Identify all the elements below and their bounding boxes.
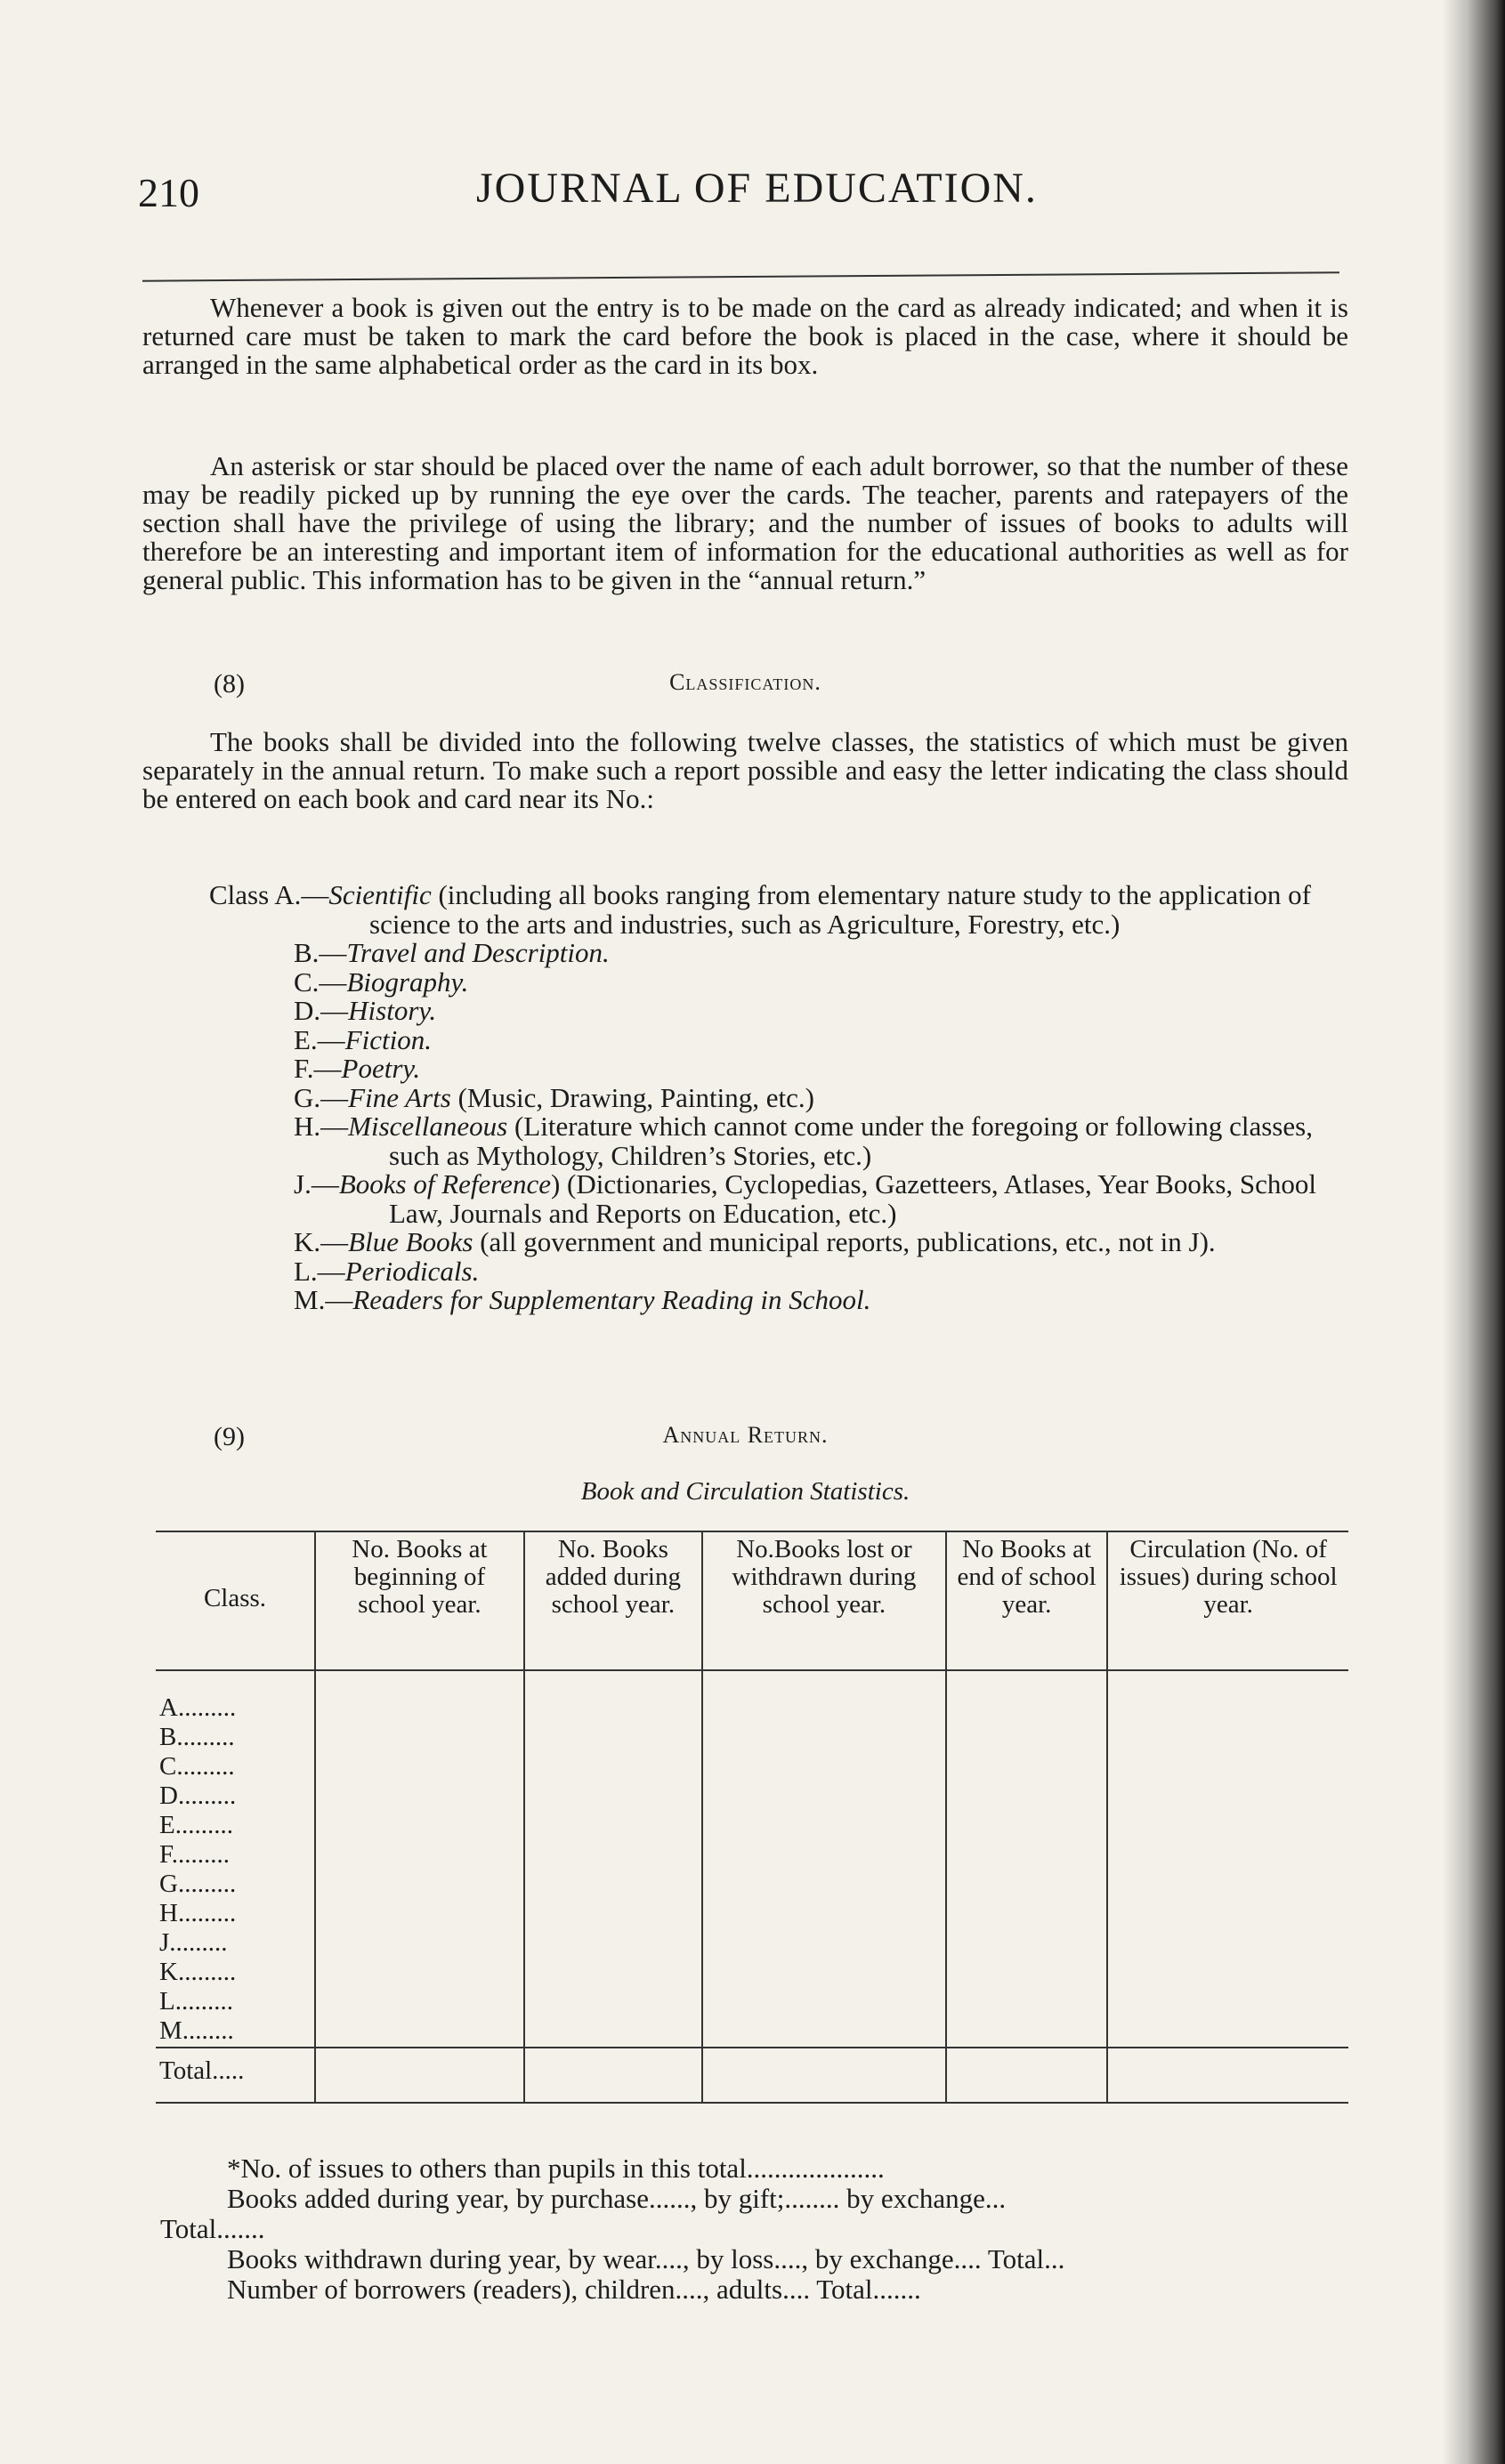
class-prefix: B.— xyxy=(294,937,347,968)
table-row xyxy=(156,1900,1348,1929)
table-caption: Book and Circulation Statistics. xyxy=(580,1477,910,1506)
running-title: JOURNAL OF EDUCATION. xyxy=(476,165,1038,212)
section-number: (9) xyxy=(214,1422,245,1451)
column-header-books-beginning: No. Books at beginning of school year. xyxy=(315,1531,524,1670)
section-8-heading xyxy=(142,669,1348,705)
class-description: ) (Dictionaries, Cyclopedias, Gazetteers, Atlases, Year Books, School Law, Journals and Reports on Education, etc.) xyxy=(389,1168,1317,1229)
row-label: J......... xyxy=(159,1928,228,1957)
class-name: Travel and Description. xyxy=(346,937,610,968)
table-row xyxy=(156,1724,1348,1753)
paragraph-card-entry: Whenever a book is given out the entry is to be made on the card as already indicated; and when it is returned care must be taken to mark the card before the book is placed in the case, where it should be arranged in the same alphabetical order as the card in its box. xyxy=(142,292,1348,380)
class-name: Books of Reference xyxy=(338,1168,551,1200)
class-entry xyxy=(209,939,1366,968)
class-prefix: J.— xyxy=(294,1168,339,1200)
class-prefix: K.— xyxy=(294,1226,349,1257)
class-prefix: D.— xyxy=(294,995,349,1026)
class-name: Periodicals. xyxy=(344,1255,480,1287)
section-title: Annual Return. xyxy=(662,1422,829,1448)
class-prefix: Class A.— xyxy=(209,879,329,910)
paragraph-classes-intro: The books shall be divided into the following twelve classes, the statistics of which must be given separately in the annual return. To make such a report possible and easy the letter indicating the class should be entered on each book and card near its No.: xyxy=(142,726,1348,814)
page-binding-edge xyxy=(1443,0,1505,2464)
section-9-heading xyxy=(142,1422,1348,1458)
column-header-books-lost: No.Books lost or withdrawn during school year. xyxy=(702,1531,946,1670)
table-row xyxy=(156,1959,1348,1988)
class-description: (all government and municipal reports, publications, etc., not in J). xyxy=(473,1226,1216,1257)
row-label: K......... xyxy=(159,1958,237,1986)
class-entry xyxy=(209,881,1366,939)
row-label: G......... xyxy=(159,1870,237,1898)
table-total-row xyxy=(156,2048,1348,2103)
page-number: 210 xyxy=(138,170,199,215)
table-row xyxy=(156,1812,1348,1841)
class-name: Readers for Supplementary Reading in School. xyxy=(352,1284,871,1315)
class-entry xyxy=(209,1112,1366,1170)
column-header-books-end: No Books at end of school year. xyxy=(946,1531,1107,1670)
table-row xyxy=(156,1988,1348,2017)
class-prefix: C.— xyxy=(294,965,347,998)
class-name: Fine Arts xyxy=(348,1081,451,1113)
class-name: Scientific xyxy=(328,879,432,910)
class-prefix: L.— xyxy=(294,1255,345,1287)
class-entry xyxy=(209,1257,1366,1287)
class-entry xyxy=(209,1054,1366,1084)
total-label: Total..... xyxy=(156,2048,315,2103)
class-name: Biography. xyxy=(346,965,469,998)
footer-line-issues: *No. of issues to others than pupils in this total.................... xyxy=(227,2153,885,2184)
table-row xyxy=(156,1929,1348,1959)
class-entry xyxy=(209,1286,1366,1315)
table-row xyxy=(156,1782,1348,1812)
class-prefix: F.— xyxy=(294,1053,342,1084)
row-label: F......... xyxy=(159,1840,231,1869)
footer-line-books-added: Books added during year, by purchase......, by gift;........ by exchange... xyxy=(227,2183,1007,2214)
class-name: Fiction. xyxy=(344,1023,432,1055)
table-header-row xyxy=(156,1531,1348,1670)
column-header-class: Class. xyxy=(156,1531,315,1670)
row-label: A......... xyxy=(159,1693,237,1722)
section-title: Classification. xyxy=(669,669,821,695)
class-entry xyxy=(209,965,1366,998)
footer-notes xyxy=(160,2153,1353,2305)
class-prefix: H.— xyxy=(294,1111,349,1142)
class-description: (including all books ranging from elementary nature study to the application of science to the arts and industries, such as Agriculture, Forestry, etc.) xyxy=(369,879,1311,940)
column-header-circulation: Circulation (No. of issues) during school year. xyxy=(1107,1531,1348,1670)
class-entry xyxy=(209,1081,1366,1113)
row-label: H......... xyxy=(159,1899,237,1927)
footer-line-borrowers: Number of borrowers (readers), children...., adults.... Total....... xyxy=(227,2274,921,2305)
footer-line-total: Total....... xyxy=(160,2213,265,2244)
class-entry xyxy=(209,1228,1366,1257)
header-rule xyxy=(142,271,1339,281)
table-row xyxy=(156,2017,1348,2048)
class-prefix: G.— xyxy=(294,1081,349,1113)
table-row xyxy=(156,1870,1348,1900)
paragraph-asterisk: An asterisk or star should be placed over the name of each adult borrower, so that the number of these may be readily picked up by running the eye over the cards. The teacher, parents and ratepayers of the section shall have the privilege of using the library; and the number of issues of books to adults will therefore be an interesting and important item of information for the educational authorities as well as for general public. This information has to be given in the “annual return.” xyxy=(142,450,1348,595)
statistics-table xyxy=(156,1531,1348,2104)
classification-list xyxy=(209,881,1366,1315)
column-header-books-added: No. Books added during school year. xyxy=(524,1531,702,1670)
class-prefix: M.— xyxy=(294,1284,353,1315)
class-name: Poetry. xyxy=(341,1053,421,1084)
class-name: Miscellaneous xyxy=(348,1111,508,1142)
row-label: C......... xyxy=(159,1752,235,1781)
row-label: D......... xyxy=(159,1781,237,1810)
class-description: (Music, Drawing, Painting, etc.) xyxy=(450,1081,814,1113)
footer-line-books-withdrawn: Books withdrawn during year, by wear...., by loss...., by exchange.... Total... xyxy=(227,2243,1065,2274)
class-entry xyxy=(209,1023,1366,1055)
class-prefix: E.— xyxy=(294,1023,345,1055)
row-label: B......... xyxy=(159,1723,235,1751)
page-header xyxy=(138,165,1366,231)
class-name: History. xyxy=(348,995,437,1026)
table-row xyxy=(156,1841,1348,1870)
section-number: (8) xyxy=(214,669,245,699)
class-entry xyxy=(209,1170,1366,1228)
class-name: Blue Books xyxy=(348,1226,473,1257)
row-label: E......... xyxy=(159,1811,233,1839)
class-entry xyxy=(209,997,1366,1026)
class-description: (Literature which cannot come under the foregoing or following classes, such as Mythology, Children’s Stories, etc.) xyxy=(389,1111,1313,1171)
row-label: M........ xyxy=(159,2016,234,2045)
table-row xyxy=(156,1670,1348,1724)
table-row xyxy=(156,1753,1348,1782)
row-label: L......... xyxy=(159,1987,233,2016)
